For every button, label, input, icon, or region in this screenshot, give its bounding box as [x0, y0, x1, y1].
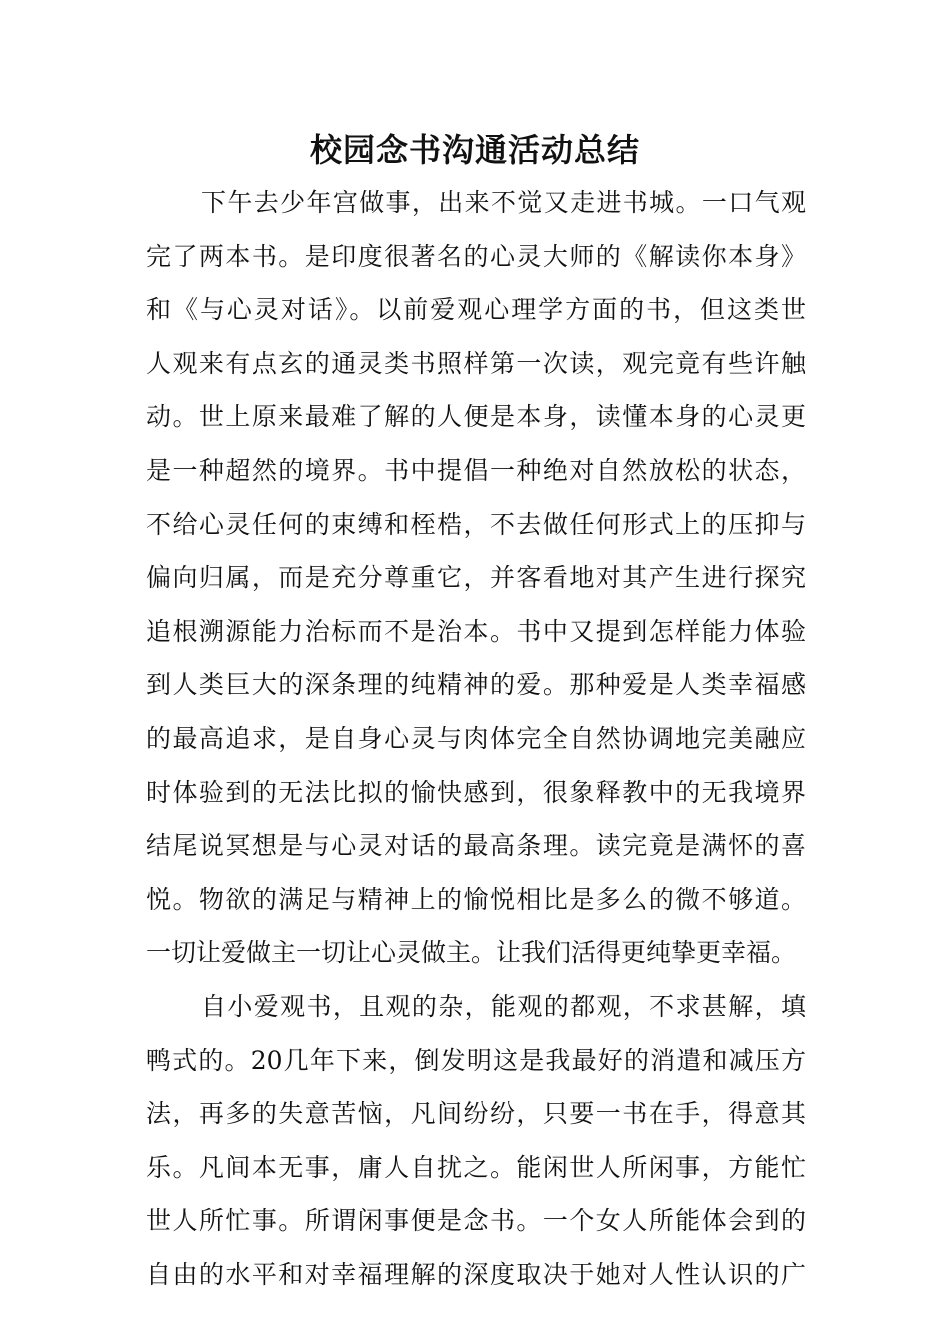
text-line: 时体验到的无法比拟的愉快感到，很象释教中的无我境界	[146, 777, 806, 807]
text-line: 和《与心灵对话》。以前爱观心理学方面的书，但这类世	[146, 295, 806, 325]
text-line: 一切让爱做主一切让心灵做主。让我们活得更纯挚更幸福。	[146, 938, 797, 968]
text-line: 偏向归属，而是充分尊重它，并客看地对其产生进行探究	[146, 563, 806, 593]
text-line: 完了两本书。是印度很著名的心灵大师的《解读你本身》	[146, 241, 806, 271]
text-line: 自由的水平和对幸福理解的深度取决于她对人性认识的广	[146, 1259, 806, 1289]
text-line: 动。世上原来最难了解的人便是本身，读懂本身的心灵更	[146, 402, 806, 432]
text-line: 乐。凡间本无事，庸人自扰之。能闲世人所闲事，方能忙	[146, 1152, 806, 1182]
text-line: 人观来有点玄的通灵类书照样第一次读，观完竟有些许触	[146, 348, 806, 378]
text-line: 下午去少年宫做事，出来不觉又走进书城。一口气观	[201, 188, 806, 217]
text-line: 世人所忙事。所谓闲事便是念书。一个女人所能体会到的	[146, 1206, 806, 1236]
text-line: 结尾说冥想是与心灵对话的最高条理。读完竟是满怀的喜	[146, 831, 806, 861]
text-line: 鸭式的。20几年下来，倒发明这是我最好的消遣和减压方	[146, 1045, 806, 1075]
text-line: 追根溯源能力治标而不是治本。书中又提到怎样能力体验	[146, 616, 806, 646]
text-line: 不给心灵任何的束缚和桎梏，不去做任何形式上的压抑与	[146, 509, 806, 539]
text-line: 自小爱观书，且观的杂，能观的都观，不求甚解，填	[201, 991, 806, 1021]
text-line: 的最高追求，是自身心灵与肉体完全自然协调地完美融应	[146, 723, 806, 753]
text-line: 到人类巨大的深条理的纯精神的爱。那种爱是人类幸福感	[146, 670, 806, 700]
text-line: 悦。物欲的满足与精神上的愉悦相比是多么的微不够道。	[146, 884, 806, 914]
document-body	[146, 176, 806, 1301]
text-line: 是一种超然的境界。书中提倡一种绝对自然放松的状态，	[146, 455, 806, 485]
document-title: 校园念书沟通活动总结	[309, 131, 640, 169]
text-line: 法，再多的失意苦恼，凡间纷纷，只要一书在手，得意其	[146, 1099, 806, 1129]
